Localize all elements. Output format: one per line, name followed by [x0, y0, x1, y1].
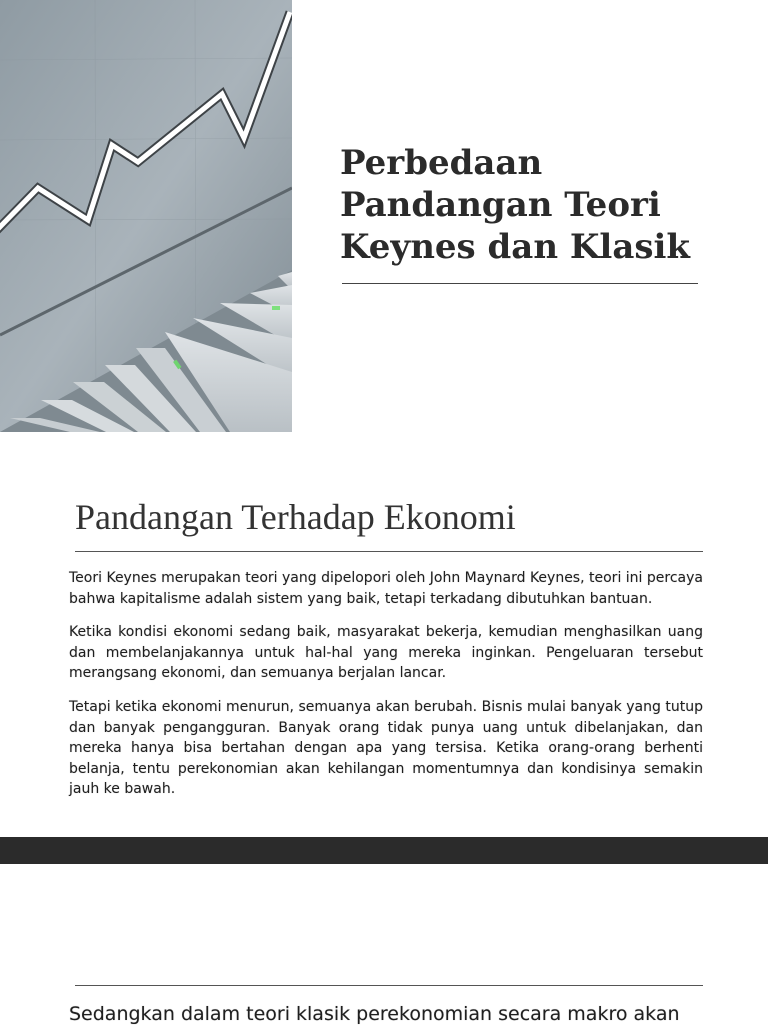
page-separator-band	[0, 837, 768, 864]
section-divider	[75, 551, 703, 552]
next-page-divider	[75, 985, 703, 986]
paragraph-3: Tetapi ketika ekonomi menurun, semuanya akan berubah. Bisnis mulai banyak yang tutup dan banyak pengangguran. Banyak orang tidak punya uang untuk dibelanjakan, dan mereka hanya bisa bertahan dengan apa yang tersisa. Ketika orang-orang berhenti belanja, tentu perekonomian akan kehilangan momentumnya dan kondisinya semakin jauh ke bawah.	[69, 698, 703, 798]
rising-arrow-staircase-illustration	[0, 0, 292, 432]
paragraph-2: Ketika kondisi ekonomi sedang baik, masyarakat bekerja, kemudian menghasilkan uang dan membelanjakannya untuk hal-hal yang mereka inginkan. Pengeluaran tersebut merangsang ekonomi, dan semuanya berjalan lancar.	[69, 624, 703, 682]
section-body	[69, 568, 703, 813]
cover-title: Perbedaan Pandangan Teori Keynes dan Klasik	[340, 143, 690, 267]
cover-photo	[0, 0, 292, 432]
title-divider	[342, 283, 698, 284]
section-heading: Pandangan Terhadap Ekonomi	[75, 497, 516, 537]
next-page-text: Sedangkan dalam teori klasik perekonomian secara makro akan	[69, 1003, 680, 1025]
paragraph-1: Teori Keynes merupakan teori yang dipelopori oleh John Maynard Keynes, teori ini percaya bahwa kapitalisme adalah sistem yang baik, tetapi terkadang dibutuhkan bantuan.	[69, 570, 703, 607]
